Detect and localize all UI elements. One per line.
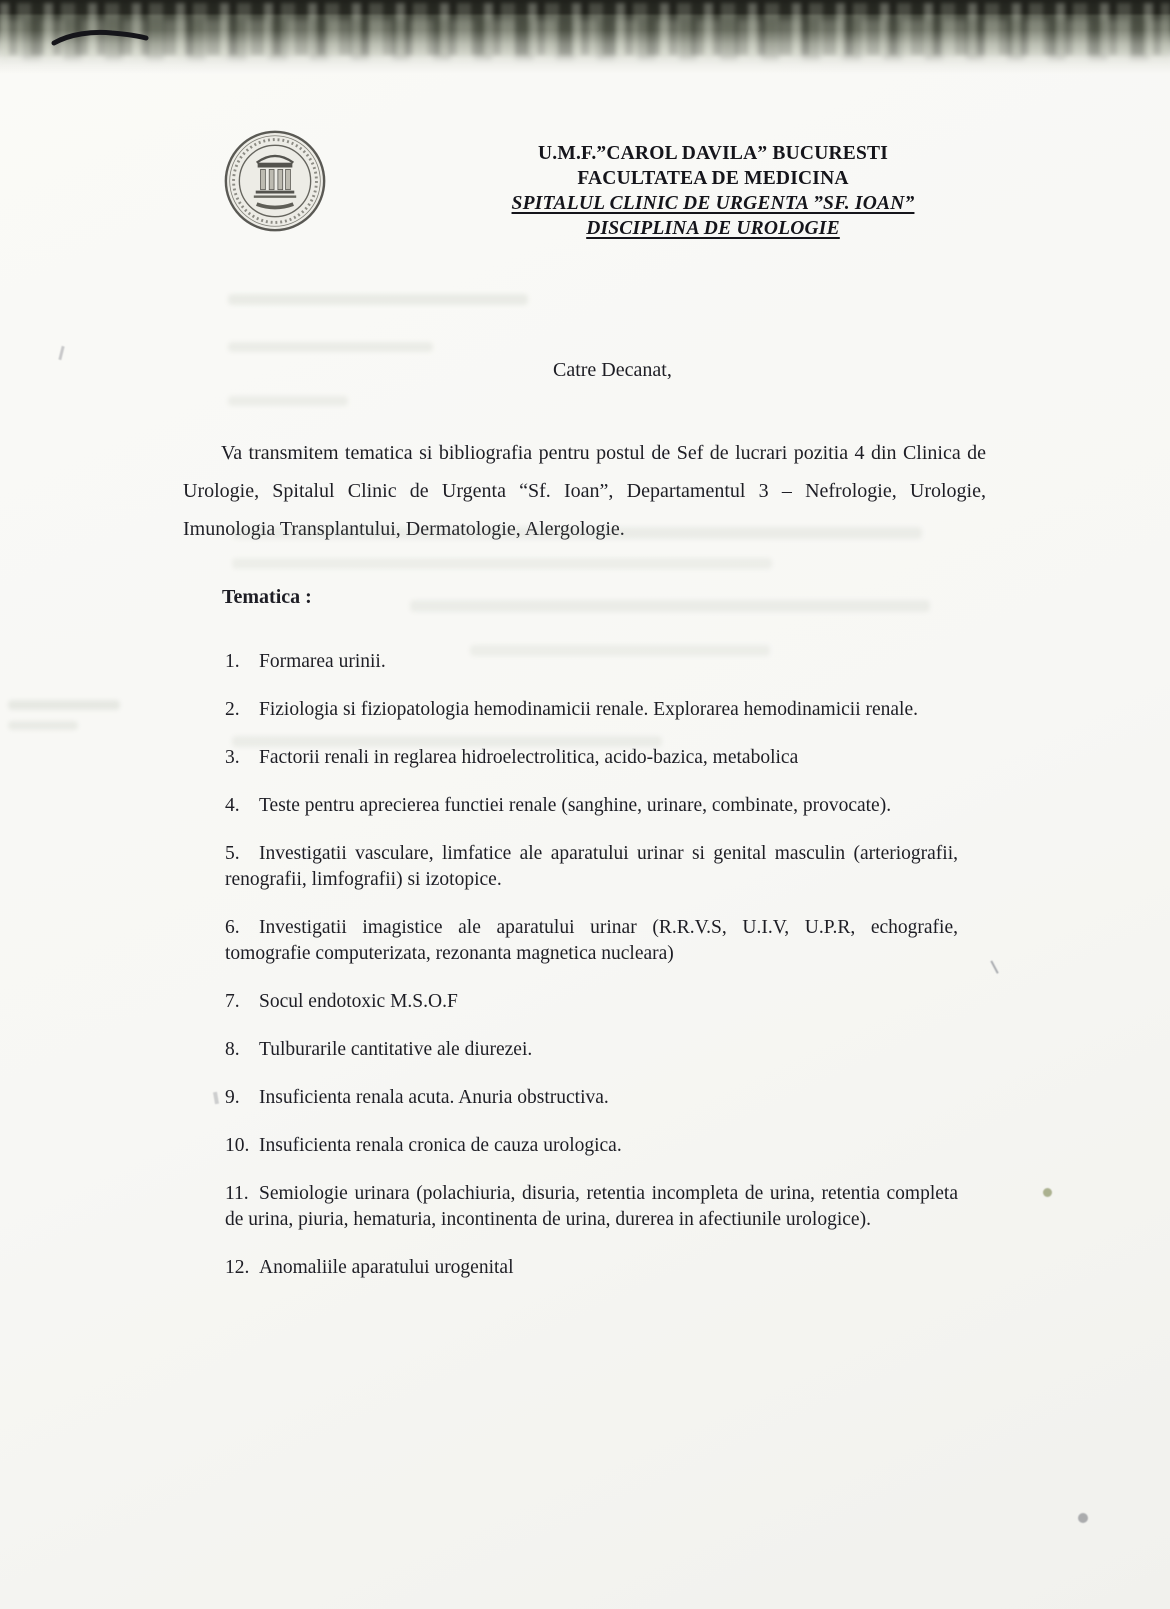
list-item-number: 3. [225, 747, 240, 768]
list-item-number: 1. [225, 651, 240, 672]
list-item [225, 1085, 958, 1111]
list-item-number: 9. [225, 1087, 240, 1108]
list-item-text: Semiologie urinara (polachiuria, disuria, retentia incompleta de urina, retentia completa de urina, piuria, hematuria, incontinenta de urina, durerea in afectiunile urologice). [225, 1183, 958, 1230]
salutation: Catre Decanat, [553, 359, 672, 381]
bleedthrough-mark [228, 294, 528, 305]
list-item-number: 7. [225, 991, 240, 1012]
list-item-text: Anomaliile aparatului urogenital [259, 1257, 514, 1278]
bleedthrough-mark [228, 342, 433, 352]
list-item-text: Fiziologia si fiziopatologia hemodinamicii renale. Explorarea hemodinamicii renale. [259, 699, 918, 720]
scan-speck [990, 956, 1006, 974]
list-item-number: 12. [225, 1257, 250, 1278]
list-item [225, 745, 958, 771]
scan-speck [58, 346, 64, 360]
bleedthrough-mark [228, 396, 348, 406]
bleedthrough-mark [8, 721, 78, 730]
list-item-text: Factorii renali in reglarea hidroelectrolitica, acido-bazica, metabolica [259, 747, 799, 768]
letterhead-department: DISCIPLINA DE UROLOGIE [586, 218, 840, 239]
list-item [225, 1181, 958, 1233]
list-item [225, 697, 958, 723]
bleedthrough-mark [232, 527, 922, 539]
bleedthrough-mark [232, 558, 772, 569]
list-item-number: 4. [225, 795, 240, 816]
scan-artifact-top-band [0, 0, 1170, 74]
list-item [225, 793, 958, 819]
letterhead-university: U.M.F.”CAROL DAVILA” BUCURESTI [537, 143, 889, 164]
list-item-number: 5. [225, 843, 240, 864]
section-title: Tematica : [222, 586, 312, 608]
list-item [225, 915, 958, 967]
scan-speck [213, 1092, 219, 1105]
list-item [225, 1037, 958, 1063]
list-item [225, 1255, 958, 1281]
list-item [225, 841, 958, 893]
list-item-number: 6. [225, 917, 240, 938]
list-item-text: Formarea urinii. [259, 651, 386, 672]
scan-speck [1078, 1513, 1088, 1523]
letterhead-hospital: SPITALUL CLINIC DE URGENTA ”SF. IOAN” [511, 193, 915, 214]
staple-mark [50, 26, 150, 50]
list-item [225, 1133, 958, 1159]
list-item-text: Socul endotoxic M.S.O.F [259, 991, 458, 1012]
bleedthrough-mark [410, 600, 930, 612]
bleedthrough-mark [470, 645, 770, 656]
bleedthrough-mark [232, 736, 662, 747]
letterhead-faculty: FACULTATEA DE MEDICINA [577, 168, 849, 189]
scan-speck [1043, 1188, 1052, 1197]
list-item-text: Teste pentru aprecierea functiei renale (sanghine, urinare, combinate, provocate). [259, 795, 892, 816]
list-item [225, 989, 958, 1015]
list-item-number: 10. [225, 1135, 250, 1156]
list-item-text: Insuficienta renala acuta. Anuria obstructiva. [259, 1087, 609, 1108]
list-item-number: 11. [225, 1183, 249, 1204]
list-item-number: 8. [225, 1039, 240, 1060]
list-item-number: 2. [225, 699, 240, 720]
list-item-text: Insuficienta renala cronica de cauza urologica. [259, 1135, 622, 1156]
bleedthrough-mark [8, 700, 120, 710]
list-item-text: Investigatii imagistice ale aparatului urinar (R.R.V.S, U.I.V, U.P.R, echografie, tomografie computerizata, rezonanta magnetica nucleara) [225, 917, 958, 964]
intro-paragraph: Va transmitem tematica si bibliografia pentru postul de Sef de lucrari pozitia 4 din Clinica de Urologie, Spitalul Clinic de Urgenta “Sf. Ioan”, Departamentul 3 – Nefrologie, Urologie, Imunologia Transplantului, Dermatologie, Alergologie. [183, 442, 986, 540]
list-item-text: Tulburarile cantitative ale diurezei. [259, 1039, 533, 1060]
scan-artifact-streaks [0, 20, 1170, 60]
university-seal-icon [222, 128, 328, 234]
letterhead-text [483, 128, 943, 241]
list-item-text: Investigatii vasculare, limfatice ale aparatului urinar si genital masculin (arteriografii, renografii, limfografii) si izotopice. [225, 843, 958, 890]
